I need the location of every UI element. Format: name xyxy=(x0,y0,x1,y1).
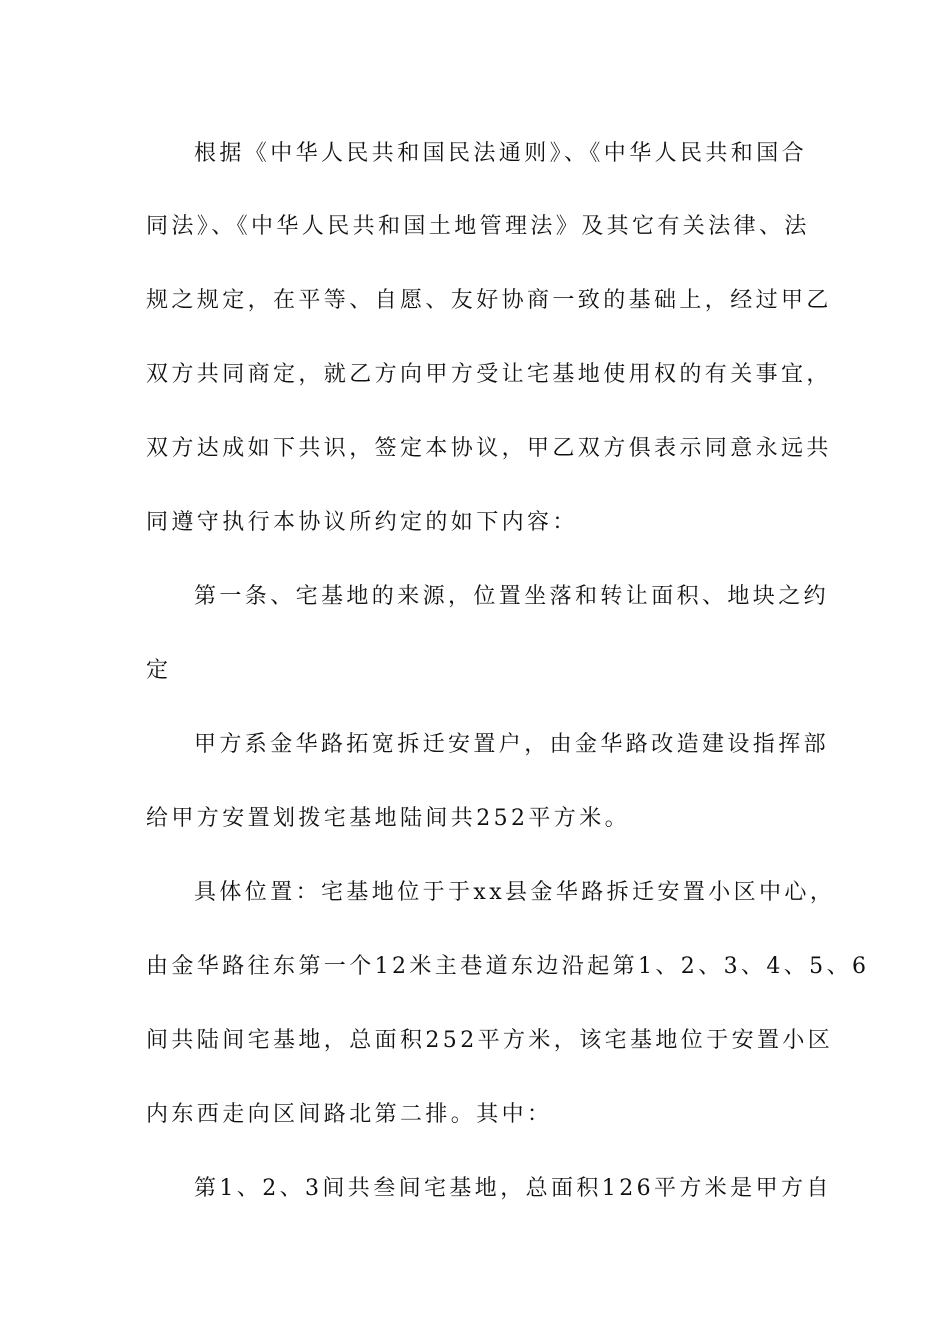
paragraph-line: 由金华路往东第一个12米主巷道东边沿起第1、2、3、4、5、6 xyxy=(146,954,870,979)
paragraph-line: 甲方系金华路拓宽拆迁安置户，由金华路改造建设指挥部 xyxy=(194,732,830,757)
paragraph-line: 规之规定，在平等、自愿、友好协商一致的基础上，经过甲乙 xyxy=(146,288,832,313)
paragraph-line: 具体位置：宅基地位于于xx县金华路拆迁安置小区中心， xyxy=(194,880,836,905)
paragraph-line: 内东西走向区间路北第二排。其中： xyxy=(146,1102,553,1127)
section-heading-line: 定 xyxy=(146,658,172,683)
paragraph-line: 根据《中华人民共和国民法通则》、《中华人民共和国合 xyxy=(194,141,808,166)
paragraph-line: 间共陆间宅基地，总面积252平方米，该宅基地位于安置小区 xyxy=(146,1028,834,1053)
paragraph-line: 双方共同商定，就乙方向甲方受让宅基地使用权的有关事宜， xyxy=(146,362,832,387)
paragraph-line: 双方达成如下共识，签定本协议，甲乙双方俱表示同意永远共 xyxy=(146,436,832,461)
paragraph-line: 给甲方安置划拨宅基地陆间共252平方米。 xyxy=(146,806,630,831)
paragraph-line: 第1、2、3间共叁间宅基地，总面积126平方米是甲方自 xyxy=(194,1176,832,1201)
paragraph-line: 同法》、《中华人民共和国土地管理法》及其它有关法律、法 xyxy=(146,214,810,239)
section-heading-line: 第一条、宅基地的来源，位置坐落和转让面积、地块之约 xyxy=(194,584,830,609)
paragraph-line: 同遵守执行本协议所约定的如下内容： xyxy=(146,510,578,535)
